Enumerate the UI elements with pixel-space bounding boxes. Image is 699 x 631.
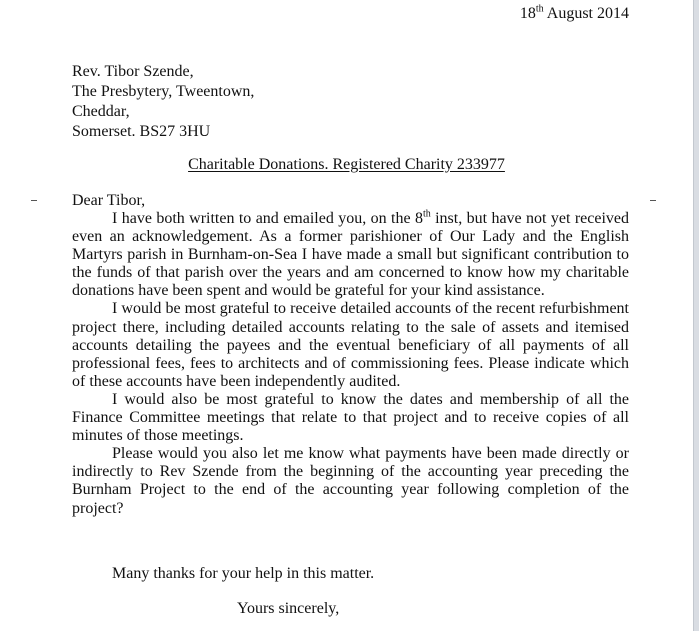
date-day: 18: [519, 5, 536, 22]
address-line: The Presbytery, Tweentown,: [72, 83, 255, 100]
date-day-suffix: th: [535, 3, 544, 15]
date-month-year: August 2014: [543, 5, 629, 22]
salutation: Dear Tibor,: [72, 192, 146, 209]
address-line: Somerset. BS27 3HU: [72, 123, 211, 140]
paragraph-1-start: I have both written to and emailed you, on the 8: [112, 210, 423, 227]
paragraph-1-rest: inst, but have not yet received even an acknowledgement. As a former parishioner of Our Lady and the English Martyrs parish in Burnham-on-Sea I have made a small but significant contribution to the funds of that parish over the years and am concerned to know how my charitable donations have been spent and would be grateful for your kind assistance.: [72, 210, 629, 300]
signoff: Yours sincerely,: [237, 600, 340, 617]
subject-line: Charitable Donations. Registered Charity 233977: [188, 156, 505, 173]
letter-date: [520, 4, 629, 24]
right-margin-marker: [650, 200, 656, 201]
paragraph-3: I would also be most grateful to know the dates and membership of all the Finance Committee meetings that relate to that project and to receive copies of all minutes of those meetings.: [72, 390, 629, 445]
paragraph-2: I would be most grateful to receive detailed accounts of the recent refurbishment project there, including detailed accounts relating to the sale of assets and itemised accounts detailing the payees and the eventual beneficiary of all payments of all professional fees, fees to architects and of commissioning fees. Please indicate which of these accounts have been independently audited.: [72, 300, 629, 390]
scrollbar-edge[interactable]: [693, 0, 699, 631]
recipient-address: [72, 62, 254, 142]
left-margin-marker: [31, 200, 37, 201]
address-line: Cheddar,: [72, 103, 130, 120]
closing-thanks: Many thanks for your help in this matter.: [112, 565, 375, 582]
paragraph-4: Please would you also let me know what payments have been made directly or indirectly to Rev Szende from the beginning of the accounting year preceding the Burnham Project to the end of the accounting year following completion of the project?: [72, 445, 629, 517]
paragraph-1: [72, 210, 629, 300]
letter-body: [72, 210, 629, 518]
address-line: Rev. Tibor Szende,: [72, 63, 194, 80]
ordinal-suffix: th: [422, 208, 431, 220]
